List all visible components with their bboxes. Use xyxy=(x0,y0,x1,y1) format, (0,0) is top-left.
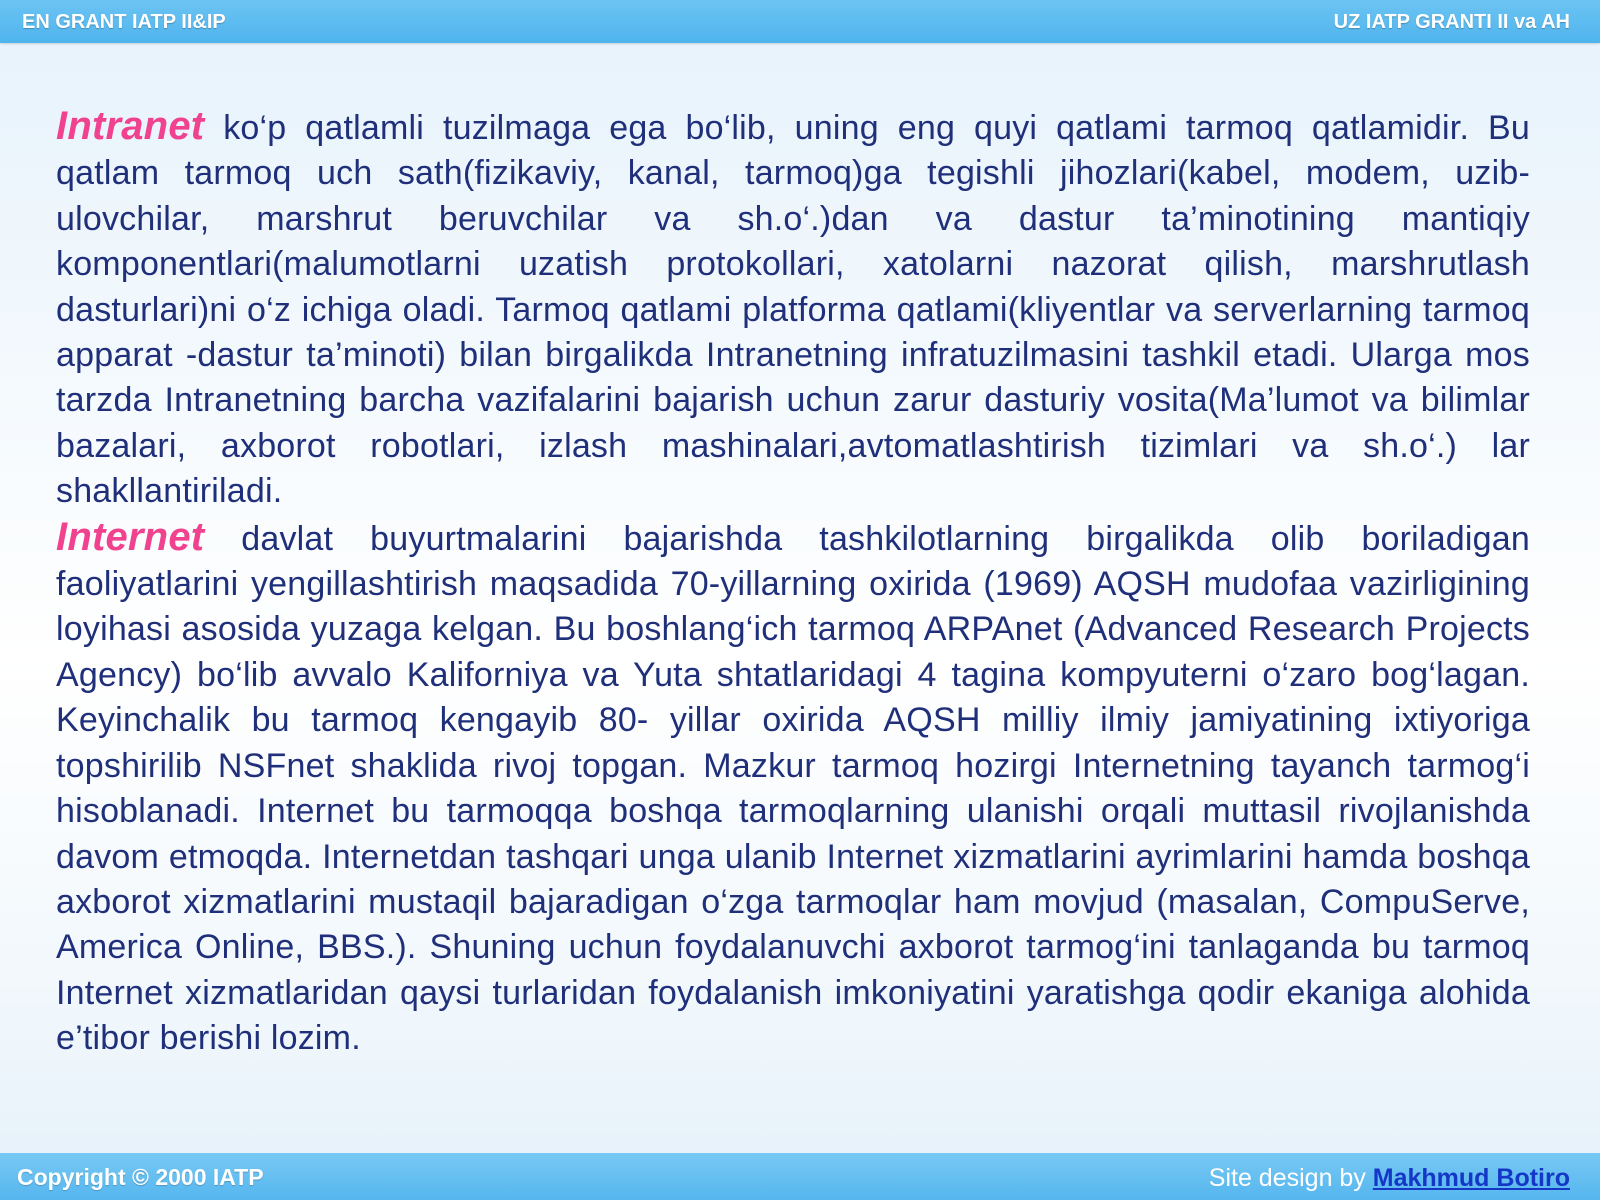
intranet-paragraph xyxy=(56,104,1530,515)
designer-link[interactable]: Makhmud Botiro xyxy=(1372,1164,1570,1192)
internet-paragraph-text: davlat buyurtmalarini bajarishda tashkilotlarning birgalikda olib boriladigan faoliyatlarini yengillashtirish maqsadida 70-yillarning oxirida (1969) AQSH mudofaa vazirligining loyihasi asosida yuzaga kelgan. Bu boshlang‘ich tarmoq ARPAnet (Advanced Research Projects Agency) bo‘lib avvalo Kaliforniya va Yuta shtatlaridagi 4 tagina kompyuterni o‘zaro bog‘lagan. Keyinchalik bu tarmoq kengayib 80- yillar oxirida AQSH milliy ilmiy jamiyatining ixtiyoriga topshirilib NSFnet shaklida rivoj topgan. Mazkur tarmoq hozirgi Internetning tayanch tarmog‘i hisoblanadi. Internet bu tarmoqqa boshqa tarmoqlarning ulanishi orqali muttasil rivojlanishda davom etmoqda. Internetdan tashqari unga ulanib Internet xizmatlarini ayrimlarini hamda boshqa axborot xizmatlarini mustaqil bajaradigan o‘zga tarmoqlar ham movjud (masalan, CompuServe, America Online, BBS.). Shuning uchun foydalanuvchi axborot tarmog‘ini tanlaganda bu tarmoq Internet xizmatlaridan qaysi turlaridan foydalanish imkoniyatini yaratishga qodir ekaniga alohida e’tibor berishi lozim. xyxy=(56,519,1530,1058)
internet-paragraph xyxy=(56,515,1530,1062)
uzbek-version-link[interactable]: UZ IATP GRANTI II va AH xyxy=(1333,11,1570,33)
internet-term: Internet xyxy=(56,514,205,559)
intranet-paragraph-text: ko‘p qatlamli tuzilmaga ega bo‘lib, uning eng quyi qatlami tarmoq qatlamidir. Bu qatlam tarmoq uch sath(fizikaviy, kanal, tarmoq)ga tegishli jihozlari(kabel, modem, uzib-ulovchilar, marshrut beruvchilar va sh.o‘.)dan va dastur ta’minotining mantiqiy komponentlari(malumotlarni uzatish protokollari, xatolarni nazorat qilish, marshrutlash dasturlari)ni o‘z ichiga oladi. Tarmoq qatlami platforma qatlami(kliyentlar va serverlarning tarmoq apparat -dastur ta’minoti) bilan birgalikda Intranetning infratuzilmasini tashkil etadi. Ularga mos tarzda Intranetning barcha vazifalarini bajarish uchun zarur dasturiy vosita(Ma’lumot va bilimlar bazalari, axborot robotlari, izlash mashinalari,avtomatlashtirish tizimlari va sh.o‘.) lar shakllantiriladi. xyxy=(56,109,1530,511)
site-design-credit xyxy=(1209,1164,1570,1193)
footer-bar xyxy=(0,1153,1600,1200)
article-content xyxy=(56,104,1530,1062)
english-version-link[interactable]: EN GRANT IATP II&IP xyxy=(22,11,226,33)
design-credit-prefix: Site design by xyxy=(1208,1164,1373,1192)
copyright-text: Copyright © 2000 IATP xyxy=(17,1164,264,1190)
top-navigation-bar xyxy=(0,0,1600,43)
intranet-term: Intranet xyxy=(56,104,205,148)
